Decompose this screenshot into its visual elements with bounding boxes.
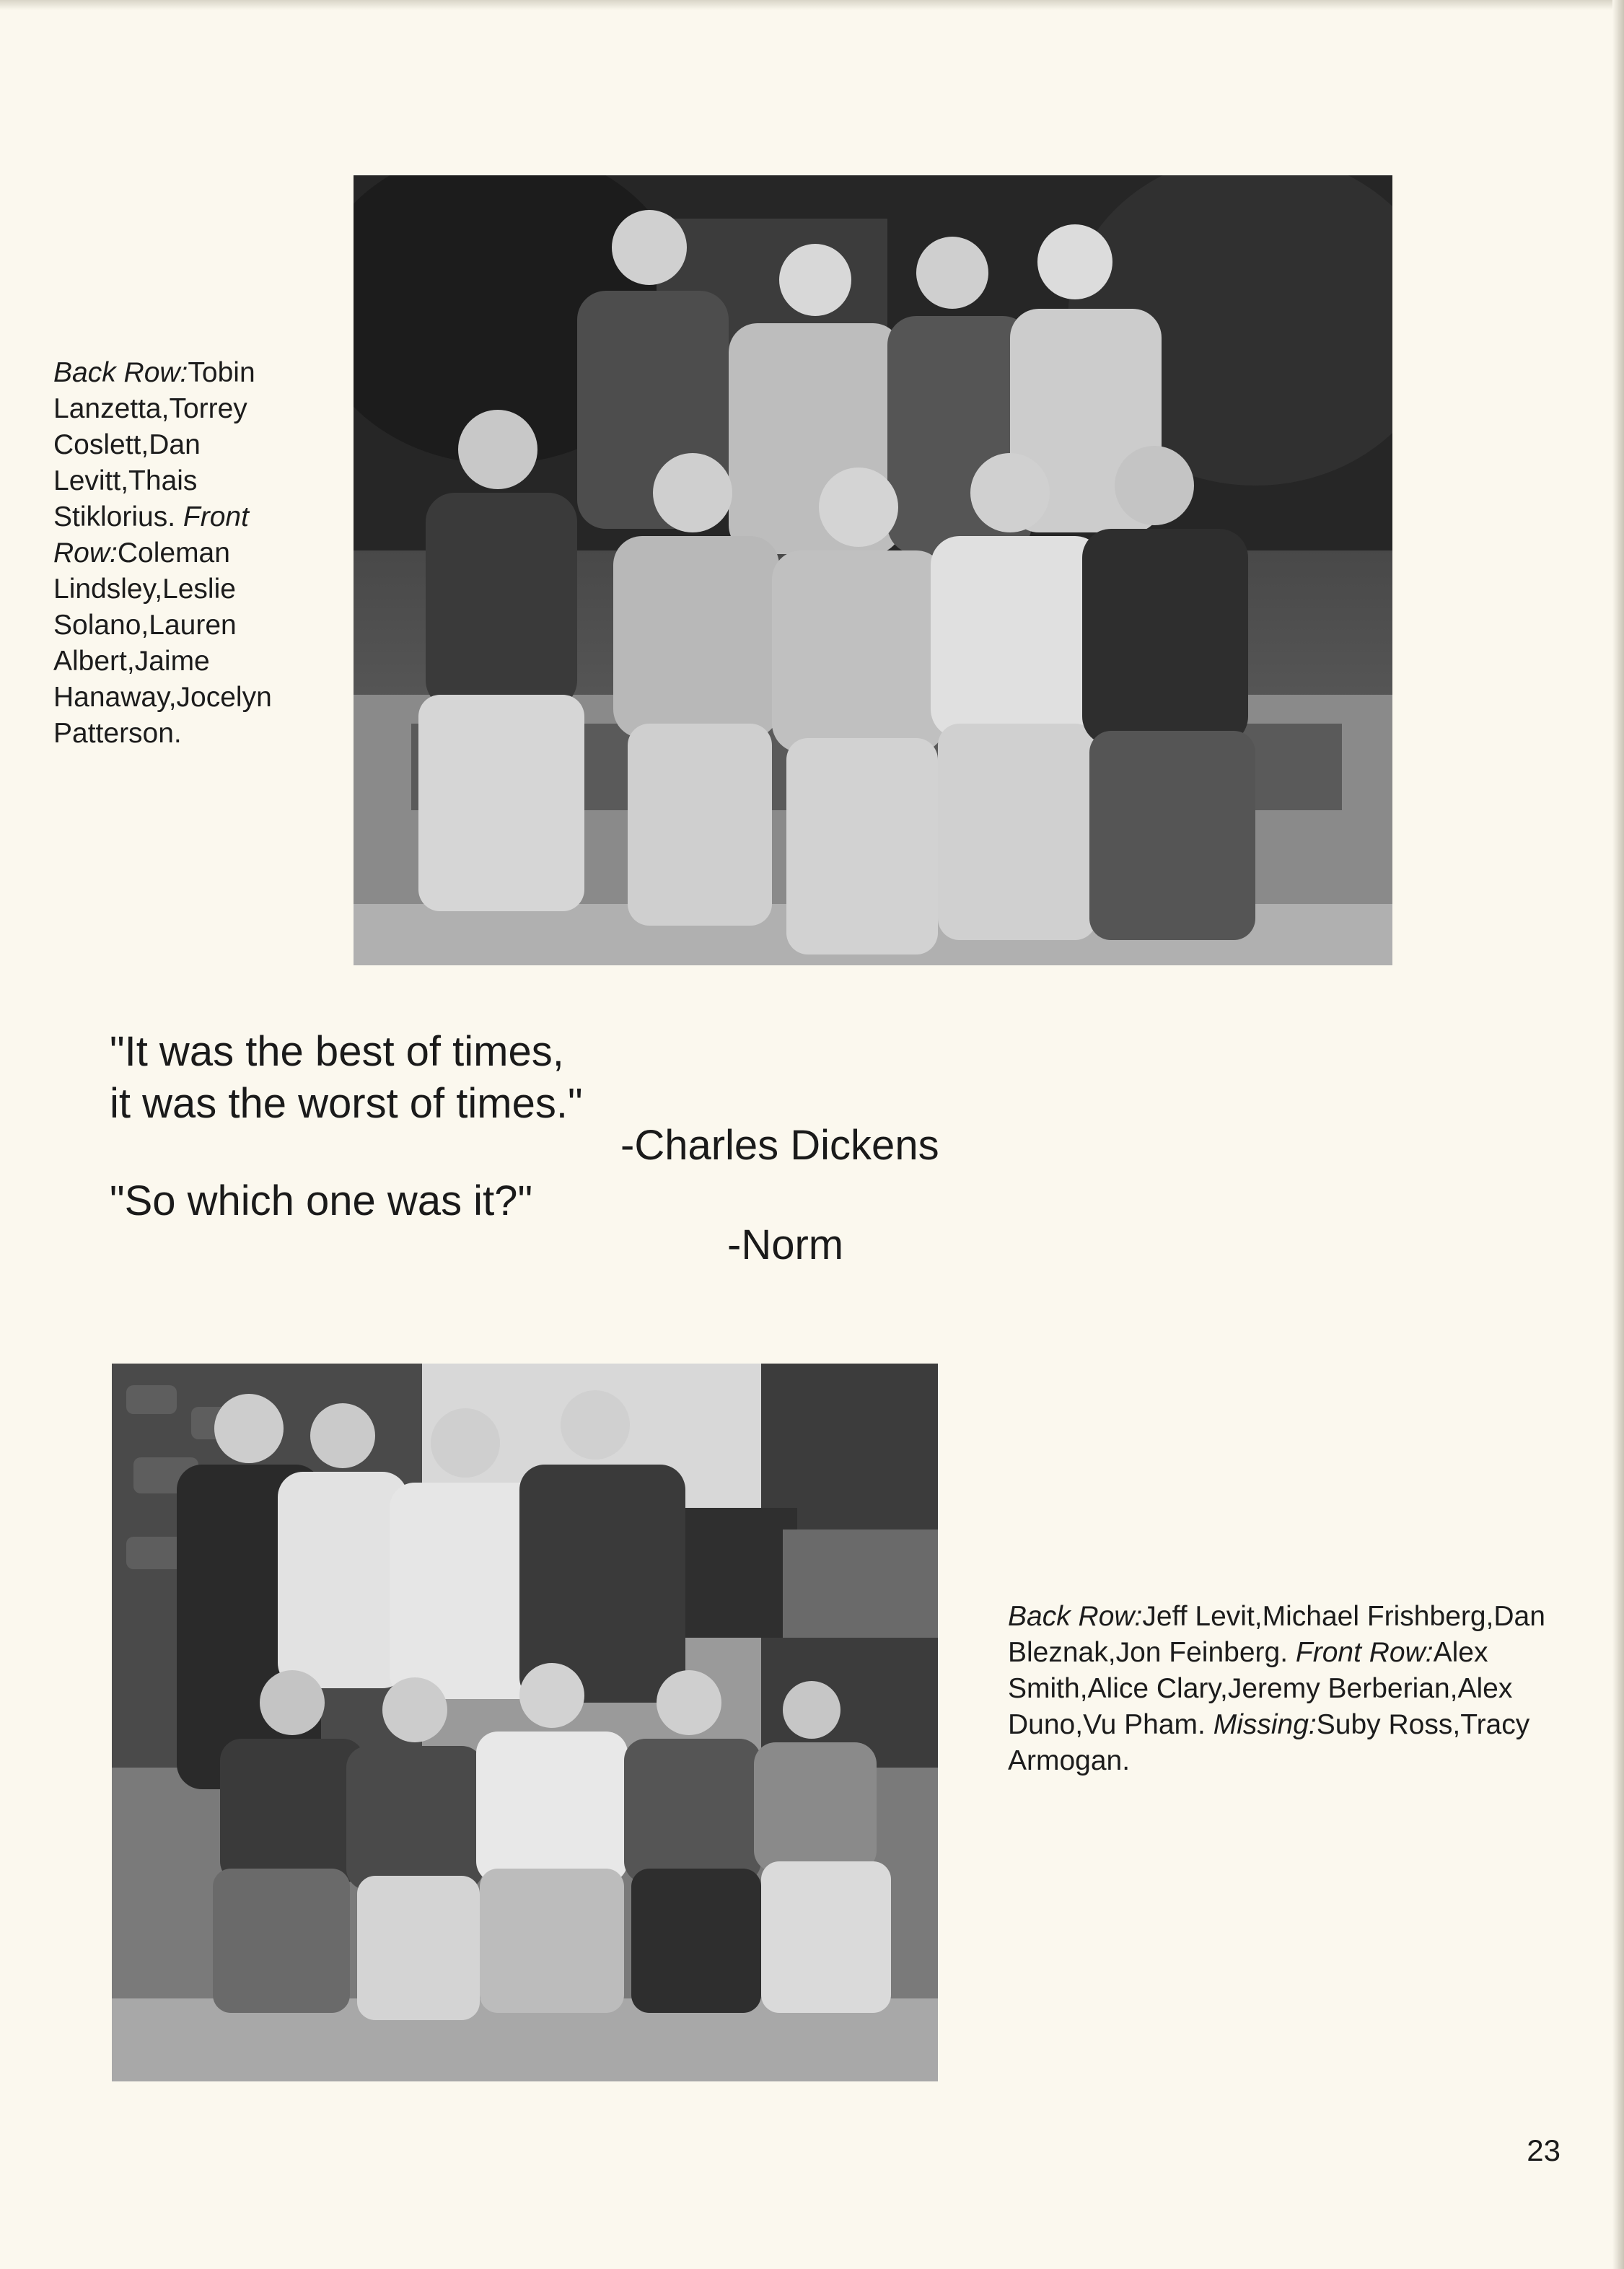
front-row-names: Coleman Lindsley,Leslie Solano,Lauren Albert,Jaime Hanaway,Jocelyn Patterson. bbox=[53, 537, 272, 749]
missing-label: Missing: bbox=[1213, 1709, 1317, 1740]
back-row-label: Back Row: bbox=[1008, 1601, 1143, 1632]
quote-line: it was the worst of times." bbox=[110, 1080, 583, 1127]
back-row-names: Jeff Levit,Michael Frishberg,Dan Bleznak,Jon Feinberg. bbox=[1008, 1601, 1545, 1668]
caption-top bbox=[53, 355, 299, 752]
back-row-label: Back Row: bbox=[53, 357, 188, 388]
photo-bottom-image bbox=[112, 1364, 938, 2081]
front-row-names: Alex Smith,Alice Clary,Jeremy Berberian,Alex Duno,Vu Pham. bbox=[1008, 1637, 1513, 1740]
missing-names: Suby Ross,Tracy Armogan. bbox=[1008, 1709, 1530, 1776]
quote-line: "It was the best of times, bbox=[110, 1028, 564, 1075]
quote-attribution: -Norm bbox=[727, 1221, 844, 1268]
front-row-label: Front Row: bbox=[53, 501, 249, 569]
quote-line: "So which one was it?" bbox=[110, 1177, 533, 1224]
page-binding-edge bbox=[1612, 0, 1624, 2269]
group-photo-bottom bbox=[112, 1364, 938, 2081]
group-photo-top bbox=[354, 175, 1392, 965]
quote-attribution: -Charles Dickens bbox=[620, 1122, 939, 1169]
page-edge bbox=[0, 0, 1624, 10]
caption-bottom bbox=[1008, 1599, 1556, 1779]
front-row-label: Front Row: bbox=[1295, 1637, 1434, 1668]
back-row-names: Tobin Lanzetta,Torrey Coslett,Dan Levitt,Thais Stiklorius. bbox=[53, 357, 255, 532]
photo-top-image bbox=[354, 175, 1392, 965]
page-number: 23 bbox=[1527, 2133, 1561, 2167]
